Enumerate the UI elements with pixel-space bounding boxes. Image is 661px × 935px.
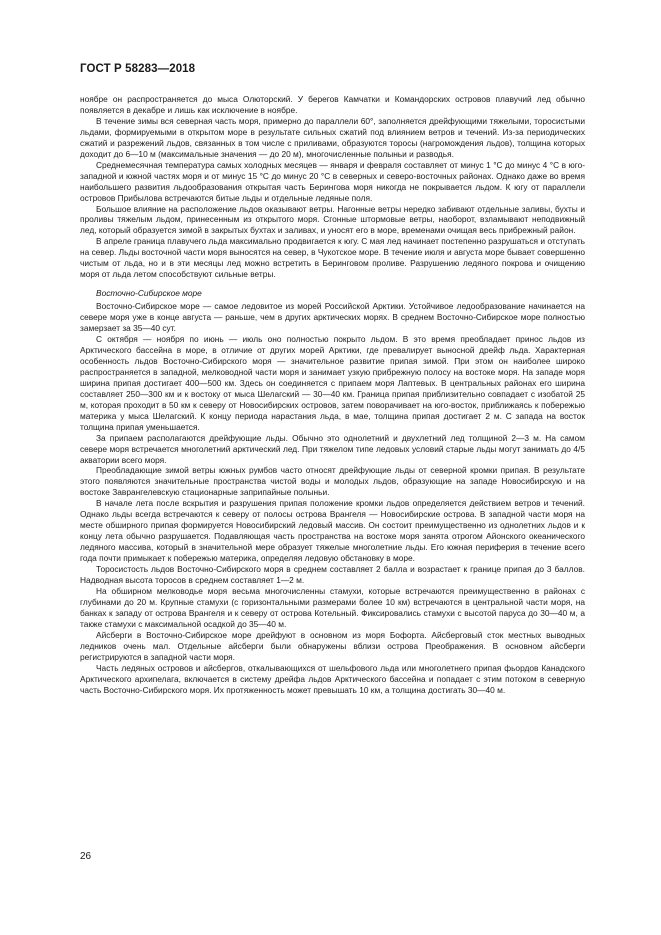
paragraph-continuation: ноябре он распространяется до мыса Олюторский. У берегов Камчатки и Командорских островов плавучий лед обычно появляется в декабре и лишь как исключение в ноябре.	[80, 94, 585, 115]
paragraph: Преобладающие зимой ветры южных румбов часто относят дрейфующие льды от северной кромки припая. В результате этого появляются значительные пространства чистой воды и молодых льдов, образующие на западе Новосибирскую и на востоке Заврангелевскую стационарные заприпайные полыньи.	[80, 465, 585, 498]
paragraph: Большое влияние на расположение льдов оказывают ветры. Нагонные ветры нередко забивают отдельные заливы, бухты и проливы тяжелым льдом, принесенным из открытого моря. Сгонные штормовые ветры, наоборот, взламывают неподвижный лед, который образуется зимой в закрытых бухтах и заливах, и уносят его в море, временами очищая весь прибрежный район.	[80, 203, 585, 236]
document-body	[80, 94, 585, 695]
paragraph: Среднемесячная температура самых холодных месяцев — января и февраля составляет от минус 1 °С до минус 4 °С в юго-западной и южной частях моря и от минус 15 °С до минус 20 °С в северных и северо-восточных районах. Однако даже во время наибольшего развития льдообразования открытая часть Берингова моря никогда не покрывается льдом. К югу от параллели островов Прибылова встречаются битые льды и отдельные ледяные поля.	[80, 159, 585, 203]
paragraph: Восточно-Сибирское море — самое ледовитое из морей Российской Арктики. Устойчивое ледообразование начинается на севере моря уже в конце августа — раньше, чем в других арктических морях. В среднем Восточно-Сибирское море полностью замерзает за 35—40 сут.	[80, 301, 585, 334]
paragraph: В течение зимы вся северная часть моря, примерно до параллели 60°, заполняется дрейфующими тяжелыми, торосистыми льдами, формируемыми в открытом море в результате сильных сжатий под влиянием ветров и течений. Из-за периодических сжатий и разрежений льдов, связанных в том числе с приливами, образуются торосы (нагромождения льдов), толщина которых доходит до 6—10 м (максимальные значения — до 20 м), многочисленные полыньи и разводья.	[80, 115, 585, 159]
paragraph: Айсберги в Восточно-Сибирское море дрейфуют в основном из моря Бофорта. Айсберговый сток местных выводных ледников очень мал. Отдельные айсберги были обнаружены вблизи острова Преображения. В основном айсберги регистрируются в западной части моря.	[80, 629, 585, 662]
paragraph: Часть ледяных островов и айсбергов, откалывающихся от шельфового льда или многолетнего припая фьордов Канадского Арктического архипелага, включается в систему дрейфа льдов Арктического бассейна и попадает с этим потоком в северную часть Восточно-Сибирского моря. Их протяженность может превышать 10 км, а толщина достигать 30—40 м.	[80, 662, 585, 695]
document-code-header: ГОСТ Р 58283—2018	[80, 63, 196, 75]
paragraph: Торосистость льдов Восточно-Сибирского моря в среднем составляет 2 балла и возрастает к границе припая до 3 баллов. Надводная высота торосов в среднем составляет 1—2 м.	[80, 564, 585, 585]
paragraph: В апреле граница плавучего льда максимально продвигается к югу. С мая лед начинает постепенно разрушаться и отступать на север. Льды восточной части моря выносятся на север, в Чукотское море. В течение июля и августа море бывает совершенно чистым от льда, но и в эти месяцы лед можно встретить в Беринговом проливе. Разрушению ледяного покрова и очищению моря от льда летом способствуют сильные ветры.	[80, 236, 585, 280]
paragraph: На обширном мелководье моря весьма многочисленны стамухи, которые встречаются преимущественно в районах с глубинами до 20 м. Крупные стамухи (с горизонтальными размерами более 10 км) встречаются в центральной части моря, на банках к западу от острова Врангеля и к северу от острова Котельный. Фиксировались стамухи с высотой паруса до 30—40 м, а также стамухи с максимальной осадкой до 35—40 м.	[80, 585, 585, 629]
section-title: Восточно-Сибирское море	[96, 288, 202, 299]
paragraph: С октября — ноября по июнь — июль оно полностью покрыто льдом. В это время преобладает принос льдов из Арктического бассейна в море, в отличие от других морей Арктики, где превалирует выносной дрейф льда. Характерная особенность льдов Восточно-Сибирского моря — значительное развитие припая зимой. При этом он наиболее широко распространяется в западной, мелководной части моря и занимает узкую прибрежную полосу на востоке моря. На западе моря ширина припая достигает 400—500 км. Здесь он соединяется с припаем моря Лаптевых. В центральных районах его ширина составляет 250—300 км и к востоку от мыса Шелагский — 30—40 км. Граница припая приблизительно совпадает с изобатой 25 м, которая проходит в 50 км к северу от Новосибирских островов, затем поворачивает на юго-восток, приближаясь к побережью материка у мыса Шелагский. К концу периода нарастания льда, в мае, толщина припая достигает 2 м. С запада на восток толщина припая уменьшается.	[80, 334, 585, 432]
page-number: 26	[80, 851, 92, 862]
paragraph: За припаем располагаются дрейфующие льды. Обычно это однолетний и двухлетний лед толщиной 2—3 м. На самом севере моря встречается многолетний арктический лед. При тяжелом типе ледовых условий старые льды могут занимать до 4/5 акватории всего моря.	[80, 432, 585, 465]
paragraph: В начале лета после вскрытия и разрушения припая положение кромки льдов определяется действием ветров и течений. Однако льды всегда встречаются к северу от полосы острова Врангеля — Новосибирские острова. В западной части моря на месте обширного припая формируется Новосибирский ледовый массив. Он состоит преимущественно из однолетних льдов и к концу лета обычно разрушается. Подавляющая часть пространства на востоке моря занята отрогом Айонского океанического ледяного массива, который в значительной мере образует тяжелые многолетние льды. Его южная периферия в течение всего года почти примыкает к побережью материка, определяя ледовую обстановку в море.	[80, 498, 585, 564]
